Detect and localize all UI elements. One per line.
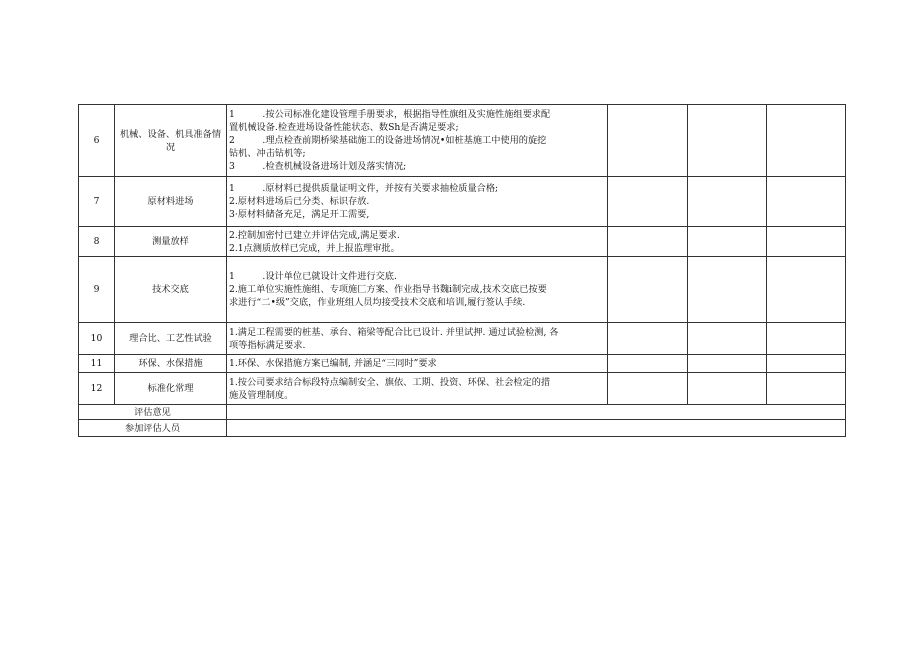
result-cell-c[interactable] bbox=[767, 257, 846, 323]
inspection-content bbox=[227, 373, 608, 405]
inspection-item: 技术交底 bbox=[115, 257, 227, 323]
row-number: 7 bbox=[79, 177, 115, 227]
participants-row bbox=[79, 420, 846, 437]
result-cell-b[interactable] bbox=[688, 323, 767, 355]
result-cell-c[interactable] bbox=[767, 355, 846, 373]
participants-value-cell[interactable] bbox=[227, 420, 846, 437]
participants-label: 参加评估人员 bbox=[79, 420, 227, 437]
content-line: 1.按公司要求结合标段特点编制安全、旗依、工期、投资、环保、社会检定的措 bbox=[229, 376, 551, 388]
evaluation-table-body bbox=[79, 105, 846, 437]
content-line: 2.1点测质放样已完成，并上报监理审批。 bbox=[229, 242, 400, 254]
result-cell-b[interactable] bbox=[688, 227, 767, 257]
table-row bbox=[79, 355, 846, 373]
table-row bbox=[79, 323, 846, 355]
content-line: 3·原材料储备充足，满足开工需要, bbox=[229, 209, 370, 220]
result-cell-b[interactable] bbox=[688, 105, 767, 177]
content-line: 施及管理制度。 bbox=[229, 389, 294, 401]
content-line: 求进行“二•级”交底，作业班组人员均接受技术交底和培训,履行签认手续. bbox=[229, 297, 526, 308]
content-line: 2.原材料进场后已分类、标识存放. bbox=[229, 196, 370, 207]
row-number: 10 bbox=[79, 323, 115, 355]
inspection-item: 原材料进场 bbox=[115, 177, 227, 227]
result-cell-a[interactable] bbox=[608, 323, 688, 355]
row-number: 6 bbox=[79, 105, 115, 177]
result-cell-b[interactable] bbox=[688, 373, 767, 405]
row-number: 11 bbox=[79, 355, 115, 373]
content-line: 1 .按公司标准化建设管理手册要求，根据指导性旗组及实施性施组要求配 bbox=[229, 109, 551, 120]
result-cell-a[interactable] bbox=[608, 177, 688, 227]
inspection-content bbox=[227, 355, 608, 373]
content-line: 项等指标满足要求. bbox=[229, 339, 306, 351]
evaluation-table bbox=[78, 104, 846, 437]
result-cell-b[interactable] bbox=[688, 355, 767, 373]
content-line: 1.环保、水保措施方案已编制, 并涵足“三同时”要求 bbox=[229, 358, 437, 369]
inspection-item: 机械、设备、机具准备情况 bbox=[115, 105, 227, 177]
result-cell-b[interactable] bbox=[688, 177, 767, 227]
content-line: 1 .原材料已提供质量证明文件，并按有关要求抽检质量合格; bbox=[229, 183, 499, 194]
inspection-item: 测量放样 bbox=[115, 227, 227, 257]
row-number: 9 bbox=[79, 257, 115, 323]
inspection-item: 理合比、工艺性试验 bbox=[115, 323, 227, 355]
inspection-content bbox=[227, 177, 608, 227]
row-number: 12 bbox=[79, 373, 115, 405]
content-line: 钻机、冲击钻机等; bbox=[229, 148, 306, 159]
inspection-item: 标准化常理 bbox=[115, 373, 227, 405]
content-line: 1 .设计单位已就设计文件进行交底. bbox=[229, 271, 397, 282]
inspection-content bbox=[227, 323, 608, 355]
result-cell-b[interactable] bbox=[688, 257, 767, 323]
result-cell-c[interactable] bbox=[767, 227, 846, 257]
content-line: 2 .理点检查前期桥梁基础施工的设备进场情况•如桩基施工中使用的旋挖 bbox=[229, 135, 547, 146]
content-line: 2.控制加密忖已建立并评估完成,满足要求. bbox=[229, 229, 400, 241]
opinion-row bbox=[79, 405, 846, 420]
table-row bbox=[79, 105, 846, 177]
result-cell-c[interactable] bbox=[767, 373, 846, 405]
opinion-label: 评估意见 bbox=[79, 405, 227, 420]
table-row bbox=[79, 227, 846, 257]
row-number: 8 bbox=[79, 227, 115, 257]
result-cell-a[interactable] bbox=[608, 257, 688, 323]
content-line: 3 .检查机械设备进场计划及落实情况; bbox=[229, 161, 407, 172]
result-cell-c[interactable] bbox=[767, 177, 846, 227]
table-row bbox=[79, 257, 846, 323]
table-row bbox=[79, 373, 846, 405]
content-line: 置机械设备.检查进场设备性能状态、数Sh是否满足要求; bbox=[229, 122, 459, 133]
opinion-value-cell[interactable] bbox=[227, 405, 846, 420]
result-cell-a[interactable] bbox=[608, 105, 688, 177]
result-cell-c[interactable] bbox=[767, 323, 846, 355]
result-cell-a[interactable] bbox=[608, 373, 688, 405]
content-line: 1.满足工程需要的桩基、承台、箱梁等配合比已设计. 并里试押. 通过试验检测, 各 bbox=[229, 326, 559, 338]
inspection-content bbox=[227, 257, 608, 323]
result-cell-a[interactable] bbox=[608, 355, 688, 373]
table-row bbox=[79, 177, 846, 227]
result-cell-c[interactable] bbox=[767, 105, 846, 177]
inspection-item: 环保、水保措施 bbox=[115, 355, 227, 373]
result-cell-a[interactable] bbox=[608, 227, 688, 257]
inspection-content bbox=[227, 227, 608, 257]
content-line: 2.施工单位实施性施组、专项施匚方案、作业指导书魏i制完成,技术交底已按要 bbox=[229, 284, 547, 295]
inspection-content bbox=[227, 105, 608, 177]
